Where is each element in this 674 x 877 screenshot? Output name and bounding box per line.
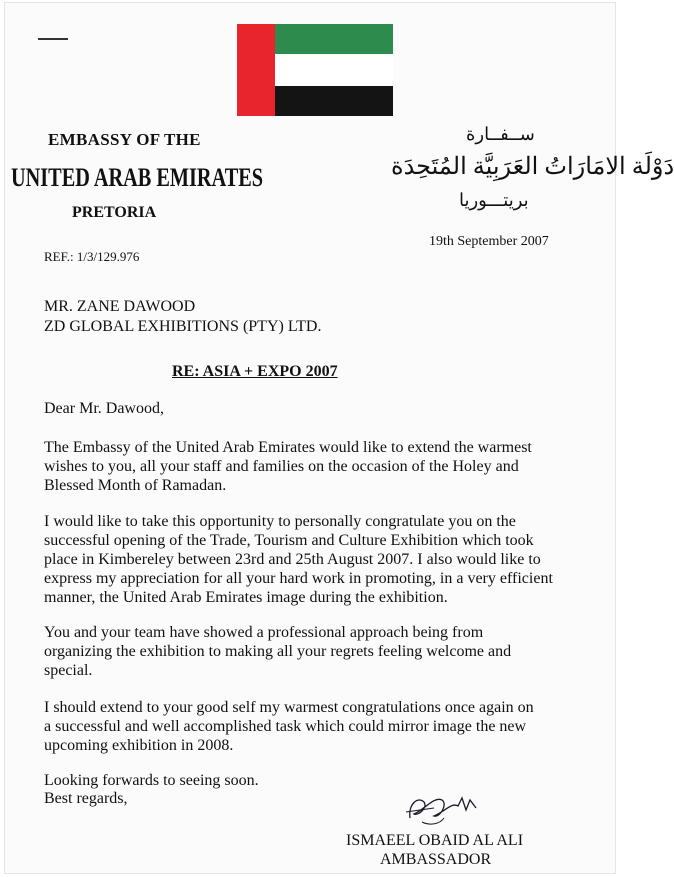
closing-line: Looking forwards to seeing soon. bbox=[44, 772, 259, 789]
signatory-title: AMBASSADOR bbox=[380, 851, 492, 868]
paragraph-future-exhibition: I should extend to your good self my warmest congratulations once again on a successful and well accomplished task which could mirror image the new upcoming exhibition in 2008. bbox=[44, 699, 534, 754]
arabic-country-heading: دَوْلَة الامَارَاتُ العَرَبِيَّة المُتَحِدَة bbox=[391, 154, 674, 180]
flag-black-stripe bbox=[275, 86, 393, 116]
letter-date: 19th September 2007 bbox=[429, 234, 549, 249]
city-heading: PRETORIA bbox=[72, 204, 157, 221]
paragraph-team-approach: You and your team have showed a professional approach being from organizing the exhibition to making all your regrets feeling welcome and special. bbox=[44, 624, 512, 679]
country-heading: UNITED ARAB EMIRATES bbox=[11, 163, 264, 192]
recipient-name: MR. ZANE DAWOOD bbox=[44, 298, 196, 315]
flag-green-stripe bbox=[275, 24, 393, 54]
uae-flag bbox=[237, 24, 393, 116]
handwritten-signature bbox=[404, 788, 484, 830]
recipient-company: ZD GLOBAL EXHIBITIONS (PTY) LTD. bbox=[44, 318, 322, 335]
paragraph-ramadan-wishes: The Embassy of the United Arab Emirates would like to extend the warmest wishes to you, all your staff and families on the occasion of the Holey and Blessed Month of Ramadan. bbox=[44, 439, 532, 494]
corner-mark bbox=[38, 38, 68, 40]
recipient-block bbox=[44, 297, 321, 337]
letter-page bbox=[4, 2, 674, 874]
embassy-heading: EMBASSY OF THE bbox=[48, 130, 201, 149]
signatory-name: ISMAEEL OBAID AL ALI bbox=[346, 832, 524, 849]
arabic-city-heading: بريتـــوريا bbox=[459, 190, 529, 210]
flag-red-band bbox=[237, 24, 275, 116]
paragraph-congratulations: I would like to take this opportunity to personally congratulate you on the successful opening of the Trade, Tourism and Culture Exhibition which took place in Kimbereley between 23rd and 25th August 2007. I also would like to express my appreciation for all your hard work in promoting, in a very efficient manner, the United Arab Emirates image during the exhibition. bbox=[44, 513, 553, 606]
regards-line: Best regards, bbox=[44, 790, 128, 807]
reference-number: REF.: 1/3/129.976 bbox=[44, 249, 140, 264]
salutation: Dear Mr. Dawood, bbox=[44, 400, 164, 417]
subject-line: RE: ASIA + EXPO 2007 bbox=[172, 363, 338, 380]
closing-block bbox=[44, 772, 259, 808]
flag-white-stripe bbox=[275, 54, 393, 86]
arabic-embassy-heading: ســفــارة bbox=[466, 124, 535, 144]
